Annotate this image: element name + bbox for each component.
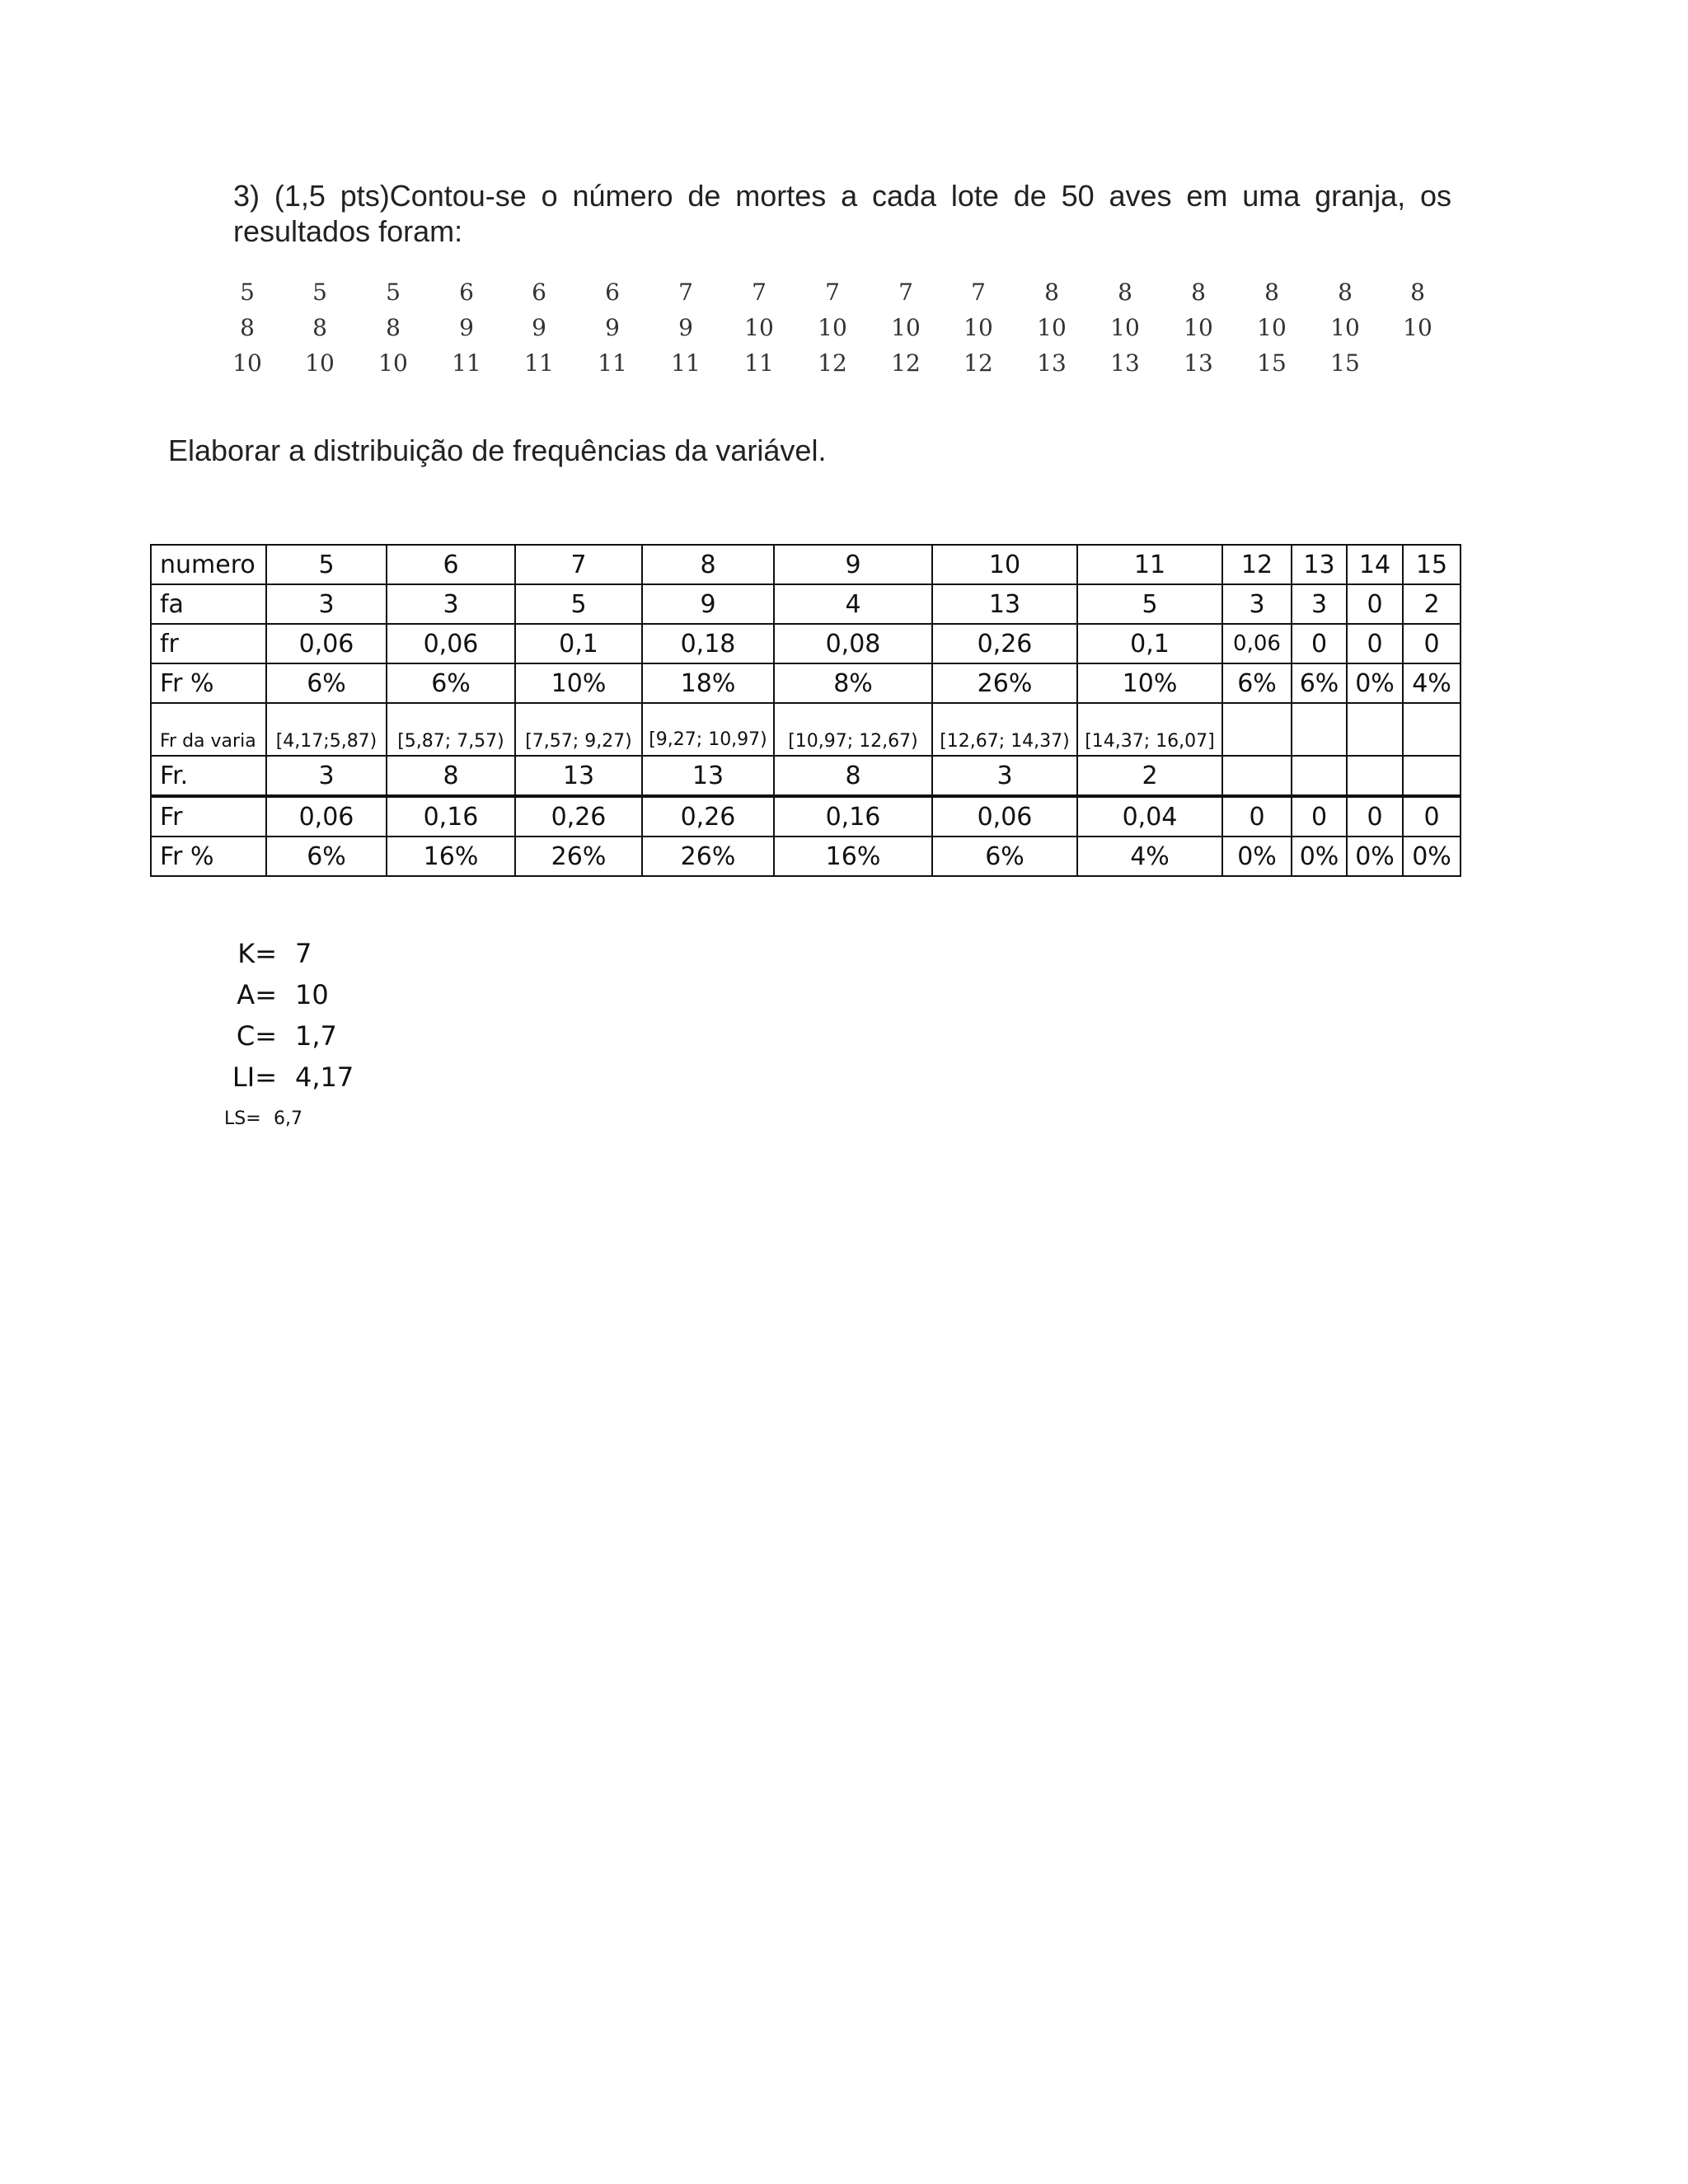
table-cell: 0% [1222,837,1292,876]
table-cell: 6% [266,663,387,703]
raw-data-value: 10 [1110,314,1140,341]
table-cell: [9,27; 10,97) [642,703,774,756]
raw-data-value: 9 [459,314,474,341]
table-cell: 6% [387,663,515,703]
table-cell: 10% [1077,663,1222,703]
table-cell: 12 [1222,545,1292,584]
table-cell [1222,756,1292,796]
row-fr [151,624,1461,663]
table-cell: 26% [932,663,1077,703]
table-cell: 0,06 [1222,624,1292,663]
raw-data-value: 8 [1044,279,1059,306]
raw-data-value: 7 [825,279,840,306]
raw-data-value: 5 [240,279,255,306]
table-cell: [5,87; 7,57) [387,703,515,756]
table-cell: 0,1 [1077,624,1222,663]
raw-data-value: 7 [678,279,693,306]
table-cell: 15 [1403,545,1461,584]
table-cell: 4 [774,584,932,624]
table-cell: 6 [387,545,515,584]
table-cell: 3 [387,584,515,624]
table-cell: 9 [774,545,932,584]
table-cell: [10,97; 12,67) [774,703,932,756]
table-cell: 6% [1292,663,1347,703]
table-cell: 0 [1292,796,1347,837]
parameter-item [224,1098,354,1139]
row-class-relative-frequency [151,796,1461,837]
table-cell: 26% [642,837,774,876]
row-label: Fr % [151,663,266,703]
table-cell: 10% [515,663,642,703]
table-cell: 0,06 [266,796,387,837]
table-cell: 0% [1403,837,1461,876]
table-cell: 8 [387,756,515,796]
table-cell: 7 [515,545,642,584]
raw-data-value: 11 [671,349,701,377]
raw-data-value: 10 [1257,314,1287,341]
table-cell: 13 [1292,545,1347,584]
raw-data-value: 8 [1410,279,1425,306]
table-cell: 13 [642,756,774,796]
raw-data-value: 11 [744,349,774,377]
raw-data-value: 15 [1257,349,1287,377]
row-fa [151,584,1461,624]
table-cell: 8 [774,756,932,796]
table-cell: 2 [1077,756,1222,796]
table-cell: 0 [1403,624,1461,663]
table-cell: 0% [1347,663,1403,703]
table-cell: 0 [1347,796,1403,837]
raw-data-value: 13 [1184,349,1213,377]
row-numero [151,545,1461,584]
table-cell: 10 [932,545,1077,584]
raw-data-value: 9 [605,314,620,341]
row-label: Fr % [151,837,266,876]
table-cell: 3 [1222,584,1292,624]
table-cell: 4% [1077,837,1222,876]
table-cell: 0,26 [642,796,774,837]
row-class-percent [151,837,1461,876]
row-label: numero [151,545,266,584]
table-cell [1292,756,1347,796]
raw-data-value: 8 [1191,279,1206,306]
raw-data-value: 10 [1403,314,1432,341]
table-cell [1403,756,1461,796]
raw-data-value: 15 [1330,349,1360,377]
table-cell [1347,703,1403,756]
table-cell [1403,703,1461,756]
row-fr-percent [151,663,1461,703]
raw-data-value: 10 [232,349,262,377]
parameter-key: LS= [224,1108,261,1129]
table-cell: 0 [1347,584,1403,624]
parameter-value: 10 [295,979,329,1010]
raw-data-value: 10 [744,314,774,341]
table-cell: 9 [642,584,774,624]
table-cell: [14,37; 16,07] [1077,703,1222,756]
row-class-intervals [151,703,1461,756]
raw-data-value: 5 [312,279,327,306]
table-cell: 0% [1292,837,1347,876]
raw-data-value: 7 [752,279,767,306]
table-cell: 0,04 [1077,796,1222,837]
raw-data-value: 10 [818,314,847,341]
table-cell [1222,703,1292,756]
parameter-key: C= [236,1020,277,1052]
table-cell: 2 [1403,584,1461,624]
raw-data-value: 13 [1037,349,1067,377]
parameter-key: K= [237,938,277,969]
table-cell: 6% [932,837,1077,876]
raw-data-value: 11 [598,349,627,377]
raw-data-value: 8 [386,314,401,341]
table-cell: 0,26 [932,624,1077,663]
raw-data-value: 11 [524,349,554,377]
table-cell: 26% [515,837,642,876]
table-cell: 0,16 [774,796,932,837]
row-class-frequency [151,756,1461,796]
table-cell: 8 [642,545,774,584]
frequency-table [150,544,1461,877]
table-cell: 4% [1403,663,1461,703]
table-cell: [4,17;5,87) [266,703,387,756]
raw-data-value: 8 [1118,279,1132,306]
table-cell: 8% [774,663,932,703]
table-cell: [7,57; 9,27) [515,703,642,756]
raw-data-value: 7 [971,279,986,306]
table-cell: 0 [1403,796,1461,837]
row-label: Fr da varia [151,703,266,756]
instruction-text: Elaborar a distribuição de frequências da variável. [168,434,827,467]
table-cell: 13 [515,756,642,796]
table-cell: 3 [266,756,387,796]
row-label: fr [151,624,266,663]
raw-data-value: 12 [964,349,993,377]
table-cell: [12,67; 14,37) [932,703,1077,756]
raw-data-value: 12 [891,349,921,377]
table-cell: 0 [1292,624,1347,663]
raw-data-value: 8 [1338,279,1353,306]
table-cell: 18% [642,663,774,703]
table-cell: 0% [1347,837,1403,876]
question-text: 3) (1,5 pts)Contou-se o número de mortes a cada lote de 50 aves em uma granja, os resultados foram: [233,179,1451,248]
table-cell: 11 [1077,545,1222,584]
table-cell: 0,08 [774,624,932,663]
table-cell: 0,06 [387,624,515,663]
table-cell: 13 [932,584,1077,624]
raw-data-value: 5 [386,279,401,306]
table-cell: 16% [387,837,515,876]
row-label: Fr [151,796,266,837]
raw-data-value: 10 [1184,314,1213,341]
parameter-key: A= [237,979,277,1010]
raw-data-value: 9 [532,314,546,341]
raw-data-value: 10 [378,349,408,377]
table-cell: 6% [266,837,387,876]
raw-data-value: 10 [305,349,335,377]
raw-data-value: 10 [964,314,993,341]
table-cell: 0,06 [932,796,1077,837]
raw-data-value: 8 [1264,279,1279,306]
table-cell: 14 [1347,545,1403,584]
raw-data-value: 6 [532,279,546,306]
raw-data-value: 10 [891,314,921,341]
table-cell: 0,26 [515,796,642,837]
table-cell [1347,756,1403,796]
raw-data-value: 8 [240,314,255,341]
raw-data-value: 8 [312,314,327,341]
table-cell: 3 [932,756,1077,796]
raw-data-value: 13 [1110,349,1140,377]
parameter-item [224,1057,354,1098]
parameter-item [224,974,354,1015]
raw-data-value: 7 [898,279,913,306]
table-cell: 0,06 [266,624,387,663]
parameter-value: 7 [295,938,312,969]
parameter-value: 4,17 [295,1062,354,1093]
table-cell: 0 [1222,796,1292,837]
table-cell: 0,18 [642,624,774,663]
row-label: fa [151,584,266,624]
table-cell: 0 [1347,624,1403,663]
raw-data-value: 6 [459,279,474,306]
parameter-item [224,1015,354,1057]
parameter-value: 6,7 [274,1108,302,1129]
table-cell: 5 [515,584,642,624]
table-cell: 5 [266,545,387,584]
raw-data-value: 11 [452,349,481,377]
table-cell: 16% [774,837,932,876]
row-label: Fr. [151,756,266,796]
table-cell: 3 [1292,584,1347,624]
table-cell: 0,16 [387,796,515,837]
raw-data-value: 12 [818,349,847,377]
raw-data-value: 6 [605,279,620,306]
table-cell: 3 [266,584,387,624]
table-cell: 6% [1222,663,1292,703]
table-cell: 5 [1077,584,1222,624]
raw-data-value: 10 [1330,314,1360,341]
parameter-key: LI= [232,1062,277,1093]
raw-data-value: 9 [678,314,693,341]
table-cell [1292,703,1347,756]
raw-data-value: 10 [1037,314,1067,341]
parameter-item [224,933,354,974]
parameter-value: 1,7 [295,1020,337,1052]
parameters-list [224,933,354,1139]
table-cell: 0,1 [515,624,642,663]
